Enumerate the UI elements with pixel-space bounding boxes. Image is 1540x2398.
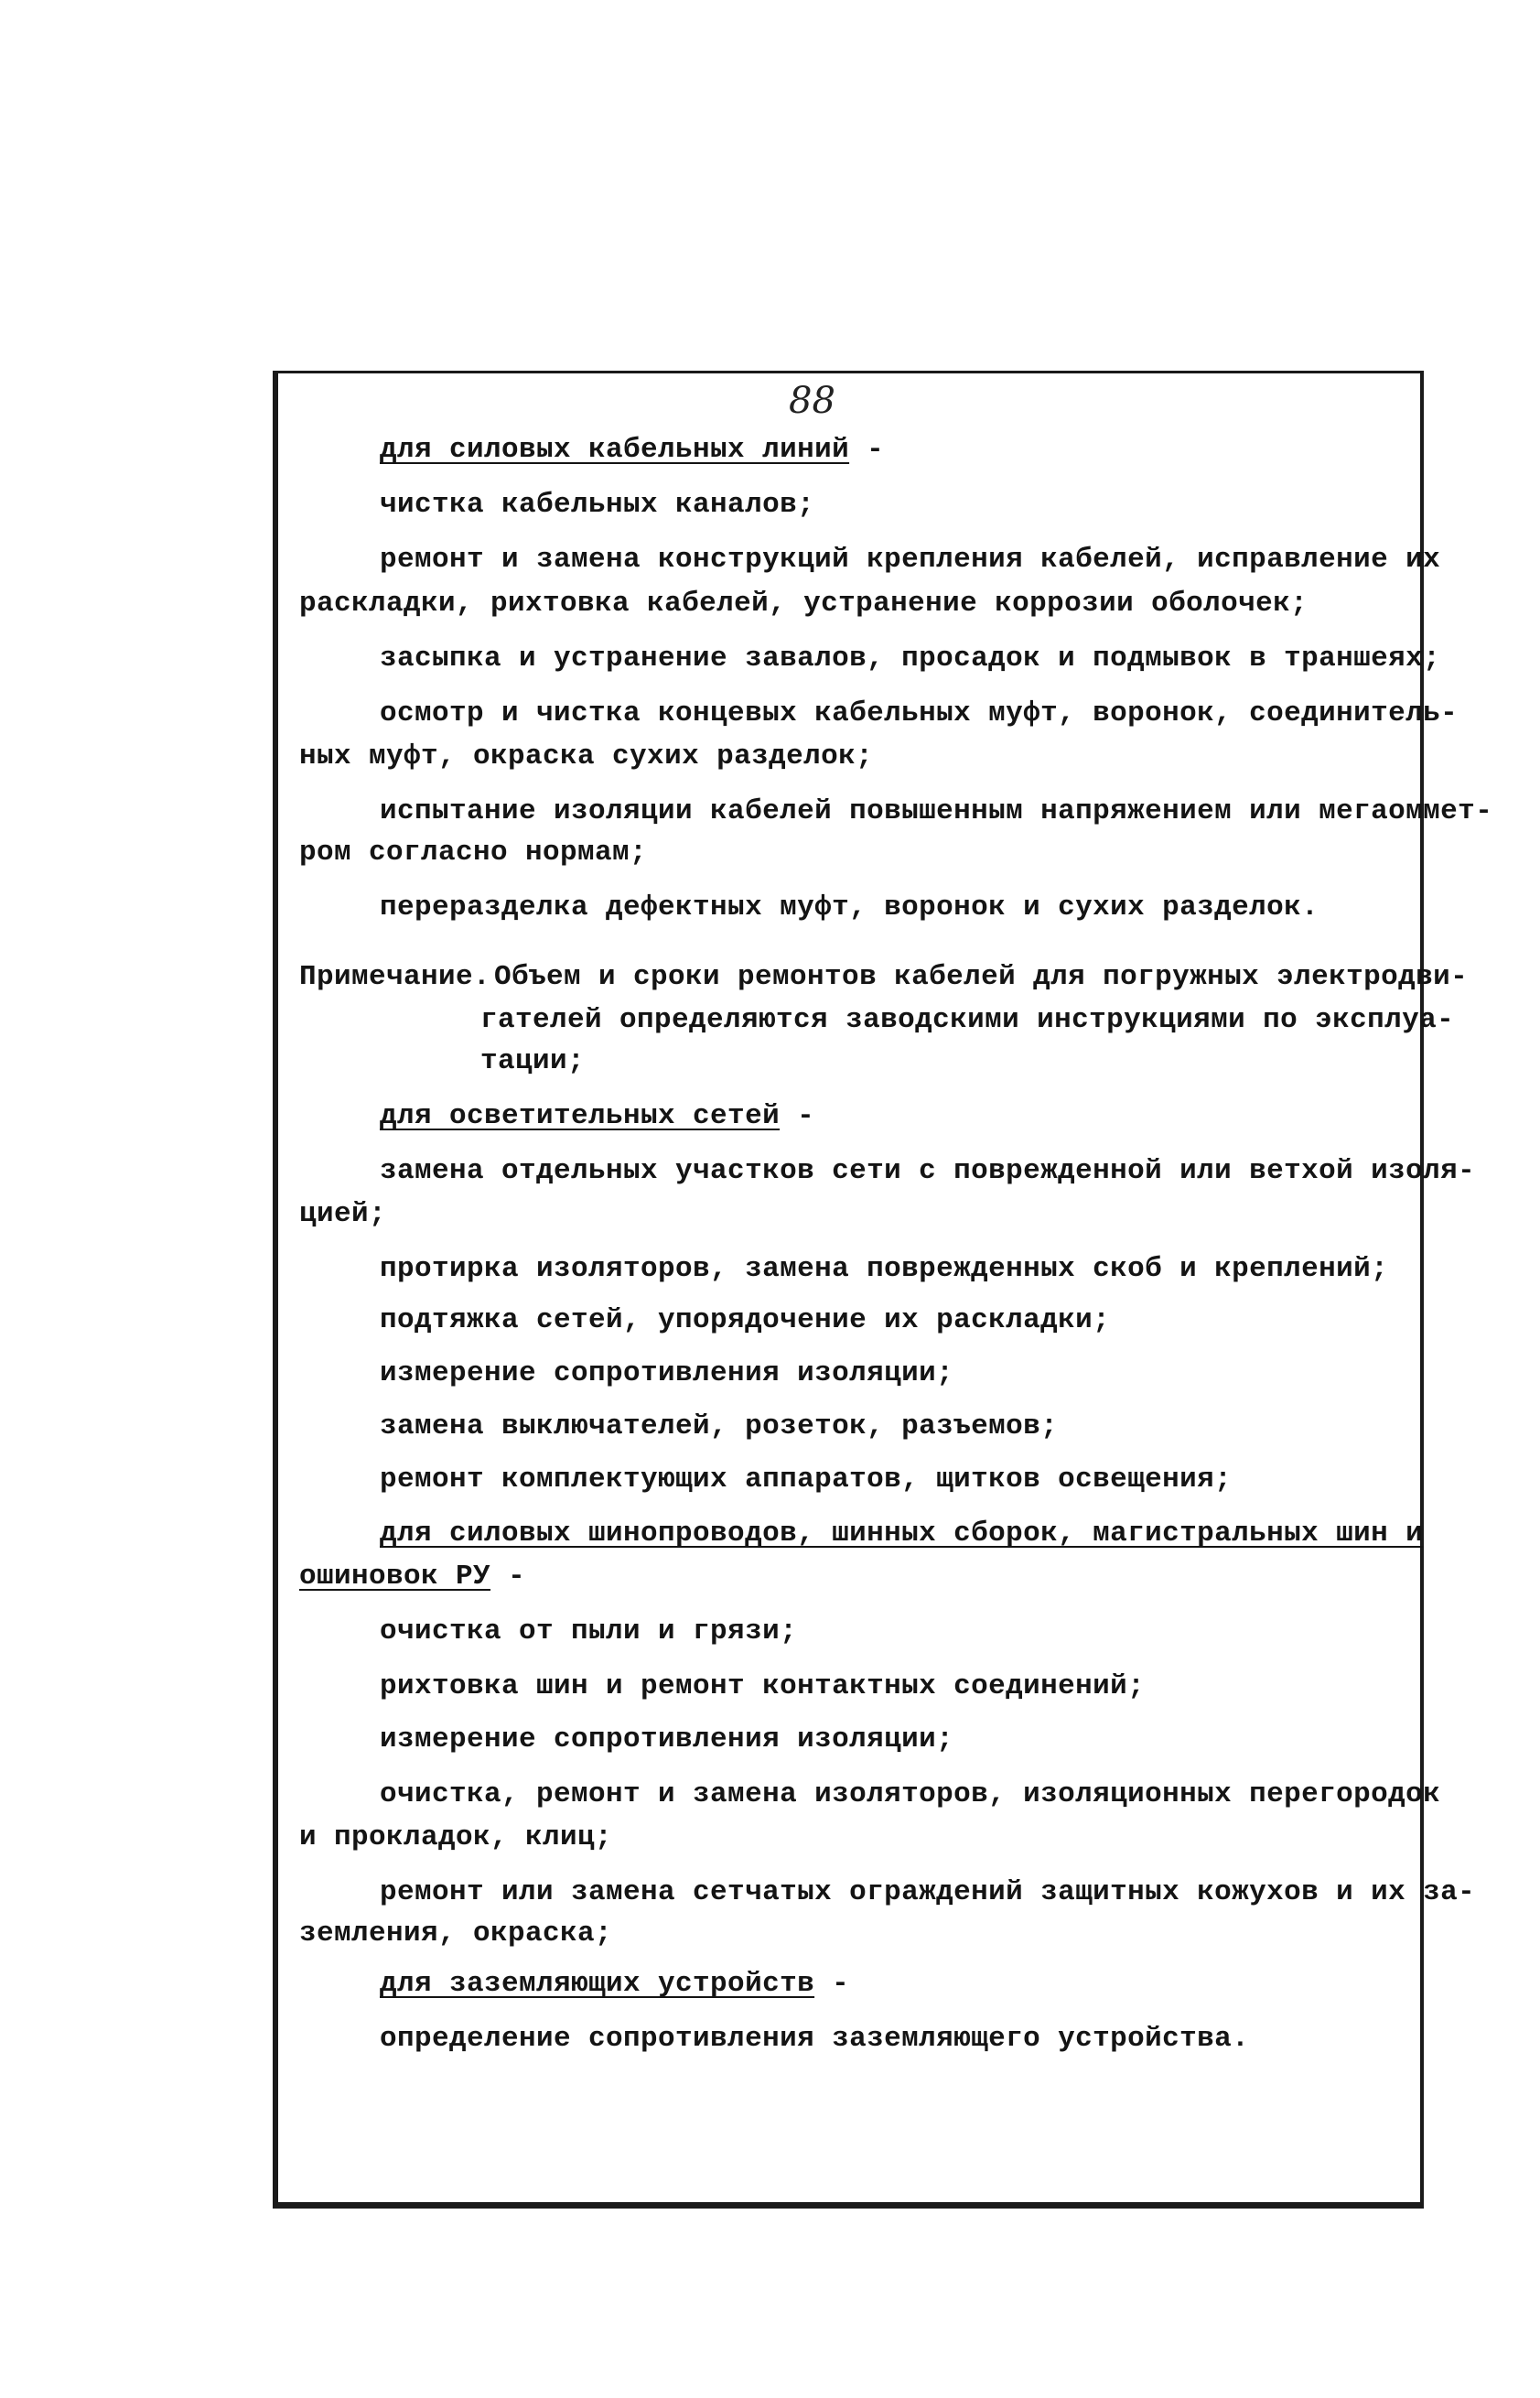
heading-lighting-text: для осветительных сетей <box>380 1100 781 1132</box>
list-item: замена выключателей, розеток, разъемов; <box>380 1410 1059 1442</box>
list-item-continuation: земления, окраска; <box>299 1917 613 1950</box>
list-item-continuation: ром согласно нормам; <box>299 837 648 869</box>
list-item: очистка от пыли и грязи; <box>380 1615 798 1647</box>
list-item: замена отдельных участков сети с поврежденной или ветхой изоля- <box>380 1155 1476 1187</box>
note-line: тации; <box>480 1045 586 1077</box>
list-item-continuation: раскладки, рихтовка кабелей, устранение коррозии оболочек; <box>299 588 1308 620</box>
heading-grounding-dash: - <box>832 1968 850 2000</box>
list-item: испытание изоляции кабелей повышенным напряжением или мегаоммет- <box>380 795 1493 827</box>
list-item: измерение сопротивления изоляции; <box>380 1723 954 1755</box>
heading-lighting-networks <box>380 1098 814 1135</box>
heading-busbars-dash: - <box>508 1561 526 1593</box>
heading-busbars-line1: для силовых шинопроводов, шинных сборок, магистральных шин и <box>380 1518 1424 1550</box>
list-item: определение сопротивления заземляющего устройства. <box>380 2023 1250 2055</box>
list-item: очистка, ремонт и замена изоляторов, изоляционных перегородок <box>380 1778 1441 1810</box>
heading-lighting-dash: - <box>797 1100 815 1132</box>
list-item: рихтовка шин и ремонт контактных соединений; <box>380 1670 1146 1702</box>
list-item: подтяжка сетей, упорядочение их раскладки; <box>380 1304 1111 1336</box>
list-item: измерение сопротивления изоляции; <box>380 1357 954 1389</box>
list-item: протирка изоляторов, замена поврежденных скоб и креплений; <box>380 1253 1389 1285</box>
heading-cable-lines <box>380 432 884 469</box>
heading-busbars-line2 <box>299 1559 525 1595</box>
heading-cable-dash: - <box>867 434 885 466</box>
list-item: ремонт комплектующих аппаратов, щитков освещения; <box>380 1464 1233 1496</box>
list-item-continuation: ных муфт, окраска сухих разделок; <box>299 740 874 772</box>
list-item: чистка кабельных каналов; <box>380 489 815 521</box>
heading-grounding <box>380 1966 849 2003</box>
list-item: переразделка дефектных муфт, воронок и сухих разделок. <box>380 891 1319 924</box>
note-label: Примечание. <box>299 961 491 993</box>
list-item-continuation: и прокладок, клиц; <box>299 1821 613 1853</box>
list-item: ремонт или замена сетчатых ограждений защитных кожухов и их за- <box>380 1876 1476 1908</box>
heading-busbars-text: ошиновок РУ <box>299 1561 491 1593</box>
heading-grounding-text: для заземляющих устройств <box>380 1968 815 2000</box>
note-line: гателей определяются заводскими инструкциями по эксплуа- <box>480 1004 1455 1036</box>
page-number: 88 <box>789 380 835 422</box>
list-item: засыпка и устранение завалов, просадок и подмывок в траншеях; <box>380 643 1441 675</box>
heading-cable-text: для силовых кабельных линий <box>380 434 850 466</box>
list-item: ремонт и замена конструкций крепления кабелей, исправление их <box>380 544 1441 576</box>
list-item-continuation: цией; <box>299 1198 387 1230</box>
list-item: осмотр и чистка концевых кабельных муфт, воронок, соединитель- <box>380 697 1459 729</box>
note-line: Объем и сроки ремонтов кабелей для погружных электродви- <box>494 961 1469 993</box>
